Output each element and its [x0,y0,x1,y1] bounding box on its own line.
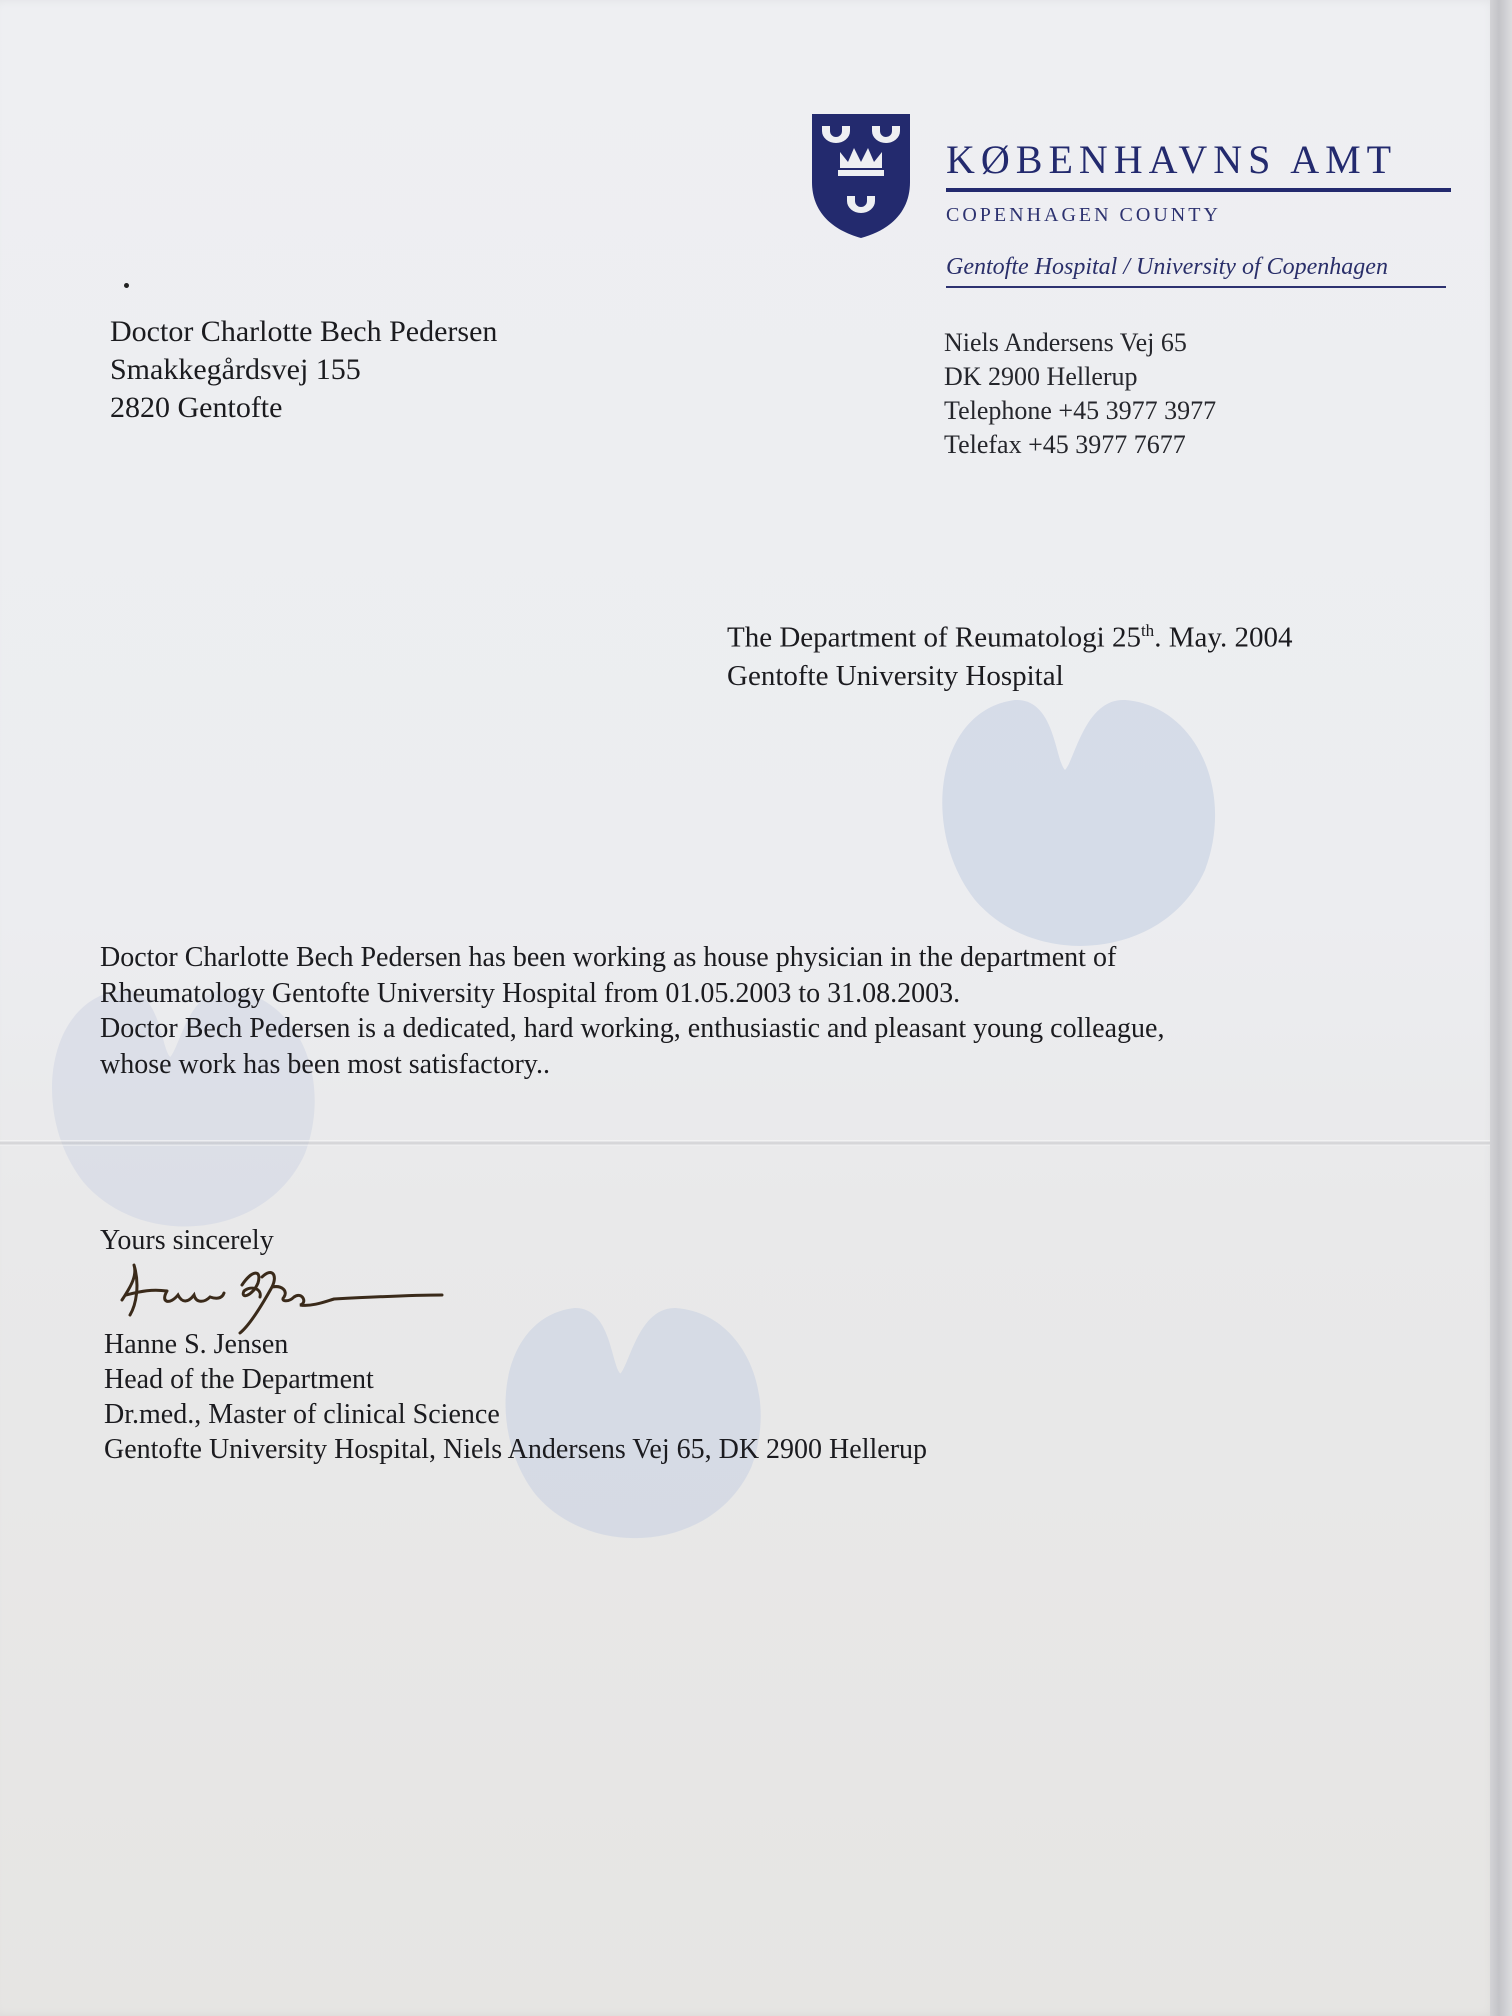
organization-subtitle: COPENHAGEN COUNTY [946,204,1221,226]
hospital-name: Gentofte University Hospital [727,659,1064,692]
date-ordinal: th [1140,621,1155,640]
signer-degree: Dr.med., Master of clinical Science [104,1399,500,1430]
telephone-line: Telephone +45 3977 3977 [944,396,1217,425]
department-date-line [727,612,1292,657]
recipient-city: 2820 Gentofte [110,391,283,424]
date-rest: . May. 2004 [1154,621,1293,654]
address-line: DK 2900 Hellerup [944,362,1138,391]
signer-title: Head of the Department [104,1364,374,1395]
body-line: Doctor Charlotte Bech Pedersen has been working as house physician in the department of [100,942,1117,973]
paper-fold [0,1140,1498,1146]
watermark-shape [915,690,1225,960]
department-name: The Department of Reumatologi 25 [727,621,1141,654]
closing-salutation: Yours sincerely [100,1225,274,1256]
signer-address: Gentofte University Hospital, Niels Andersens Vej 65, DK 2900 Hellerup [104,1434,928,1465]
stray-dot [124,283,129,288]
body-line: Doctor Bech Pedersen is a dedicated, hard working, enthusiastic and pleasant young colleague, [100,1013,1165,1044]
letterhead-rule [946,188,1451,192]
signer-name: Hanne S. Jensen [104,1329,289,1360]
telefax-line: Telefax +45 3977 7677 [944,430,1186,459]
paper-edge [1490,0,1512,2016]
signer-block [104,1327,927,1467]
coat-of-arms-logo [810,112,912,240]
body-line: whose work has been most satisfactory.. [100,1048,550,1080]
recipient-address [110,313,497,427]
recipient-name: Doctor Charlotte Bech Pedersen [110,315,498,348]
handwritten-signature [112,1255,452,1335]
letter-body [100,940,1164,1082]
institution-rule [946,286,1446,288]
institution-name: Gentofte Hospital / University of Copenhagen [946,254,1388,280]
recipient-street: Smakkegårdsvej 155 [110,353,361,386]
address-line: Niels Andersens Vej 65 [944,328,1187,357]
letterhead-address [944,326,1216,462]
organization-name: KØBENHAVNS AMT [946,137,1398,182]
sender-block [727,612,1292,695]
body-line: Rheumatology Gentofte University Hospital from 01.05.2003 to 31.08.2003. [100,977,961,1009]
